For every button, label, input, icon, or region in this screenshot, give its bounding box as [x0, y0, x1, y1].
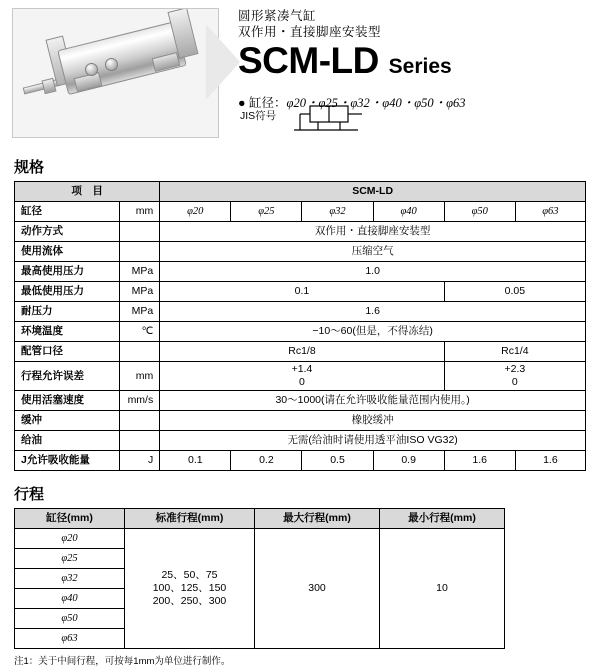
cell: Rc1/8: [160, 342, 444, 362]
spec-table: [14, 181, 586, 471]
bore-values: φ20・φ25・φ32・φ40・φ50・φ63: [286, 96, 466, 110]
cell-bore: φ40: [15, 589, 125, 609]
row-label: 使用流体: [15, 242, 120, 262]
table-row: [15, 262, 586, 282]
table-row: [15, 202, 586, 222]
col-header-bore: 缸径(mm): [15, 509, 125, 529]
table-row: [15, 411, 586, 431]
standard-stroke-line-2: 100、125、150: [152, 582, 227, 594]
row-label: 动作方式: [15, 222, 120, 242]
cell: 30〜1000(请在允许吸收能量范围内使用。): [160, 391, 586, 411]
stroke-section-title: 行程: [14, 486, 45, 503]
subtitle-line-1: 圆形紧凑气缸: [238, 9, 317, 23]
cell: φ25: [231, 202, 302, 222]
row-unit: MPa: [120, 262, 160, 282]
standard-stroke-line-1: 25、50、75: [161, 569, 218, 581]
cell: 无需(给油时请使用透平油ISO VG32): [160, 431, 586, 451]
table-row: [15, 282, 586, 302]
row-label: 行程允许误差: [15, 362, 120, 391]
row-unit: MPa: [120, 302, 160, 322]
cell: 橡胶缓冲: [160, 411, 586, 431]
row-label: 缓冲: [15, 411, 120, 431]
table-row: [15, 302, 586, 322]
cylinder-port-a: [85, 63, 98, 76]
cell: φ32: [302, 202, 373, 222]
row-unit: mm: [120, 362, 160, 391]
cell-bore: φ32: [15, 569, 125, 589]
standard-stroke-line-3: 200、250、300: [152, 595, 227, 607]
cell-max-stroke: 300: [255, 529, 380, 649]
col-header-min: 最小行程(mm): [380, 509, 505, 529]
table-row-header: [15, 509, 505, 529]
cell: φ40: [373, 202, 444, 222]
row-label: 最高使用压力: [15, 262, 120, 282]
jis-symbol-icon: [292, 100, 366, 136]
row-unit: J: [120, 451, 160, 471]
row-label: 环境温度: [15, 322, 120, 342]
cell: φ63: [515, 202, 585, 222]
cell-bore: φ63: [15, 629, 125, 649]
cell-bore: φ25: [15, 549, 125, 569]
cell: 0.05: [444, 282, 585, 302]
jis-label: JIS符号: [240, 110, 277, 122]
table-row: [15, 322, 586, 342]
cell: 0.1: [160, 451, 231, 471]
table-row: [15, 362, 586, 391]
table-row: [15, 431, 586, 451]
bore-label: ● 缸径：: [238, 96, 287, 110]
row-label: 给油: [15, 431, 120, 451]
table-row: [15, 342, 586, 362]
table-row: [15, 451, 586, 471]
stroke-table: [14, 508, 505, 649]
cell: 0.5: [302, 451, 373, 471]
row-label: 最低使用压力: [15, 282, 120, 302]
cell: +2.3 0: [444, 362, 585, 391]
spec-section-title: 规格: [14, 159, 45, 176]
table-row: [15, 391, 586, 411]
row-unit: mm/s: [120, 391, 160, 411]
row-label: 耐压力: [15, 302, 120, 322]
cell: 0.2: [231, 451, 302, 471]
table-row-header: [15, 182, 586, 202]
stroke-note: 注1：关于中间行程，可按每1mm为单位进行制作。: [14, 656, 231, 667]
row-unit: [120, 242, 160, 262]
row-label: J允许吸收能量: [15, 451, 120, 471]
series-word: Series: [388, 55, 452, 78]
cell-standard-stroke: [125, 529, 255, 649]
title-block: [238, 8, 592, 111]
cell-min-stroke: 10: [380, 529, 505, 649]
table-row: [15, 222, 586, 242]
cell: Rc1/4: [444, 342, 585, 362]
row-unit: [120, 431, 160, 451]
cell-bore: φ20: [15, 529, 125, 549]
cell: 1.0: [160, 262, 586, 282]
table-row: [15, 242, 586, 262]
row-label: 缸径: [15, 202, 120, 222]
cell: 0.9: [373, 451, 444, 471]
cell: 压缩空气: [160, 242, 586, 262]
product-photo: [12, 8, 219, 138]
cell: 1.6: [515, 451, 585, 471]
page-title: [238, 41, 592, 87]
cell: 0.1: [160, 282, 444, 302]
col-header-main: SCM-LD: [160, 182, 586, 202]
row-unit: [120, 342, 160, 362]
row-label-header: 项 目: [15, 182, 160, 202]
cell: φ50: [444, 202, 515, 222]
wedge-decoration: [206, 24, 240, 100]
col-header-standard: 标准行程(mm): [125, 509, 255, 529]
row-unit: [120, 411, 160, 431]
model-name: SCM-LD: [238, 40, 379, 81]
row-label: 配管口径: [15, 342, 120, 362]
table-row: [15, 529, 505, 549]
row-unit: ℃: [120, 322, 160, 342]
cell: +1.4 0: [160, 362, 444, 391]
row-label: 使用活塞速度: [15, 391, 120, 411]
subtitle-line-2: 双作用・直接脚座安装型: [238, 25, 382, 39]
row-unit: mm: [120, 202, 160, 222]
cell-bore: φ50: [15, 609, 125, 629]
cell: φ20: [160, 202, 231, 222]
header: [0, 0, 600, 148]
cell: 1.6: [160, 302, 586, 322]
row-unit: [120, 222, 160, 242]
cylinder-illustration: [13, 9, 218, 137]
cell: −10〜60(但是，不得冻结): [160, 322, 586, 342]
row-unit: MPa: [120, 282, 160, 302]
cylinder-port-b: [105, 58, 118, 71]
cell: 双作用・直接脚座安装型: [160, 222, 586, 242]
col-header-max: 最大行程(mm): [255, 509, 380, 529]
cell: 1.6: [444, 451, 515, 471]
